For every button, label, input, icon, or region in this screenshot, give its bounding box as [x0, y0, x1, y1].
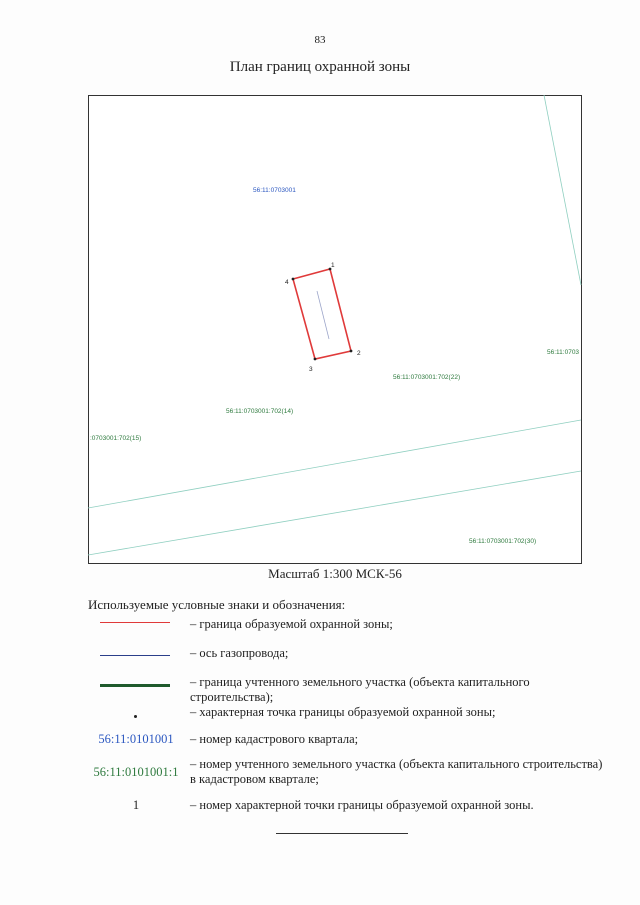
legend-row-pipeline-axis: [88, 646, 618, 666]
legend-symbol-parcel-number: [88, 757, 184, 791]
legend-row-parcel-number: [88, 757, 618, 791]
quarter-label: 56:11:0703001: [253, 187, 296, 194]
red-line-symbol: [100, 622, 170, 623]
legend-row-quarter-number: [88, 732, 618, 752]
legend-text: – граница учтенного земельного участка (объекта капитального строительства);: [190, 675, 530, 704]
legend-symbol-characteristic-point: [88, 705, 184, 725]
boundary-point-3: [314, 358, 317, 361]
point-number-sample: 1: [132, 798, 140, 812]
legend-symbol-point-number: [88, 798, 184, 818]
legend-text: – номер кадастрового квартала;: [190, 732, 359, 746]
green-line-symbol: [100, 684, 170, 687]
point-label-2: 2: [357, 350, 361, 357]
point-label-1: 1: [331, 262, 335, 269]
legend-text: – номер характерной точки границы образуемой охранной зоны.: [190, 798, 534, 812]
parcel-label-15: :0703001:702(15): [90, 435, 142, 442]
quarter-number-sample: 56:11:0101001: [98, 732, 174, 746]
point-symbol: [134, 715, 137, 718]
legend-symbol-pipeline-axis: [88, 646, 184, 666]
boundary-point-2: [350, 350, 353, 353]
legend-text: – ось газопровода;: [190, 646, 289, 660]
legend-symbol-quarter-number: [88, 732, 184, 752]
cadastral-map: [88, 95, 582, 564]
footer-divider: [276, 833, 408, 834]
legend-row-point-number: [88, 798, 618, 818]
legend-text: – номер учтенного земельного участка (объекта капитального строительства) в кадастровом квартале;: [190, 757, 603, 786]
map-frame: [89, 96, 582, 564]
parcel-label-22: 56:11:0703001:702(22): [393, 374, 461, 381]
page-title: План границ охранной зоны: [229, 59, 411, 75]
legend-symbol-parcel-boundary: [88, 675, 184, 695]
legend-row-characteristic-point: [88, 705, 618, 725]
scale-caption: Масштаб 1:300 МСК-56: [268, 566, 402, 581]
point-label-3: 3: [309, 366, 313, 373]
legend-symbol-zone-boundary: [88, 617, 184, 637]
legend-row-zone-boundary: [88, 617, 618, 637]
parcel-label-right: 56:11:0703: [547, 349, 580, 356]
map-canvas: [88, 95, 582, 564]
legend-text: – граница образуемой охранной зоны;: [190, 617, 393, 631]
legend-row-parcel-boundary: [88, 675, 618, 704]
blue-line-symbol: [100, 655, 170, 656]
legend-text: – характерная точка границы образуемой охранной зоны;: [190, 705, 496, 719]
parcel-label-30: 56:11:0703001:702(30): [469, 538, 537, 545]
page-number: 83: [314, 34, 326, 46]
boundary-point-4: [292, 278, 295, 281]
parcel-label-14: 56:11:0703001:702(14): [226, 408, 294, 415]
legend-heading: Используемые условные знаки и обозначения:: [88, 597, 346, 612]
parcel-number-sample: 56:11:0101001:1: [93, 765, 179, 779]
point-label-4: 4: [285, 279, 289, 286]
